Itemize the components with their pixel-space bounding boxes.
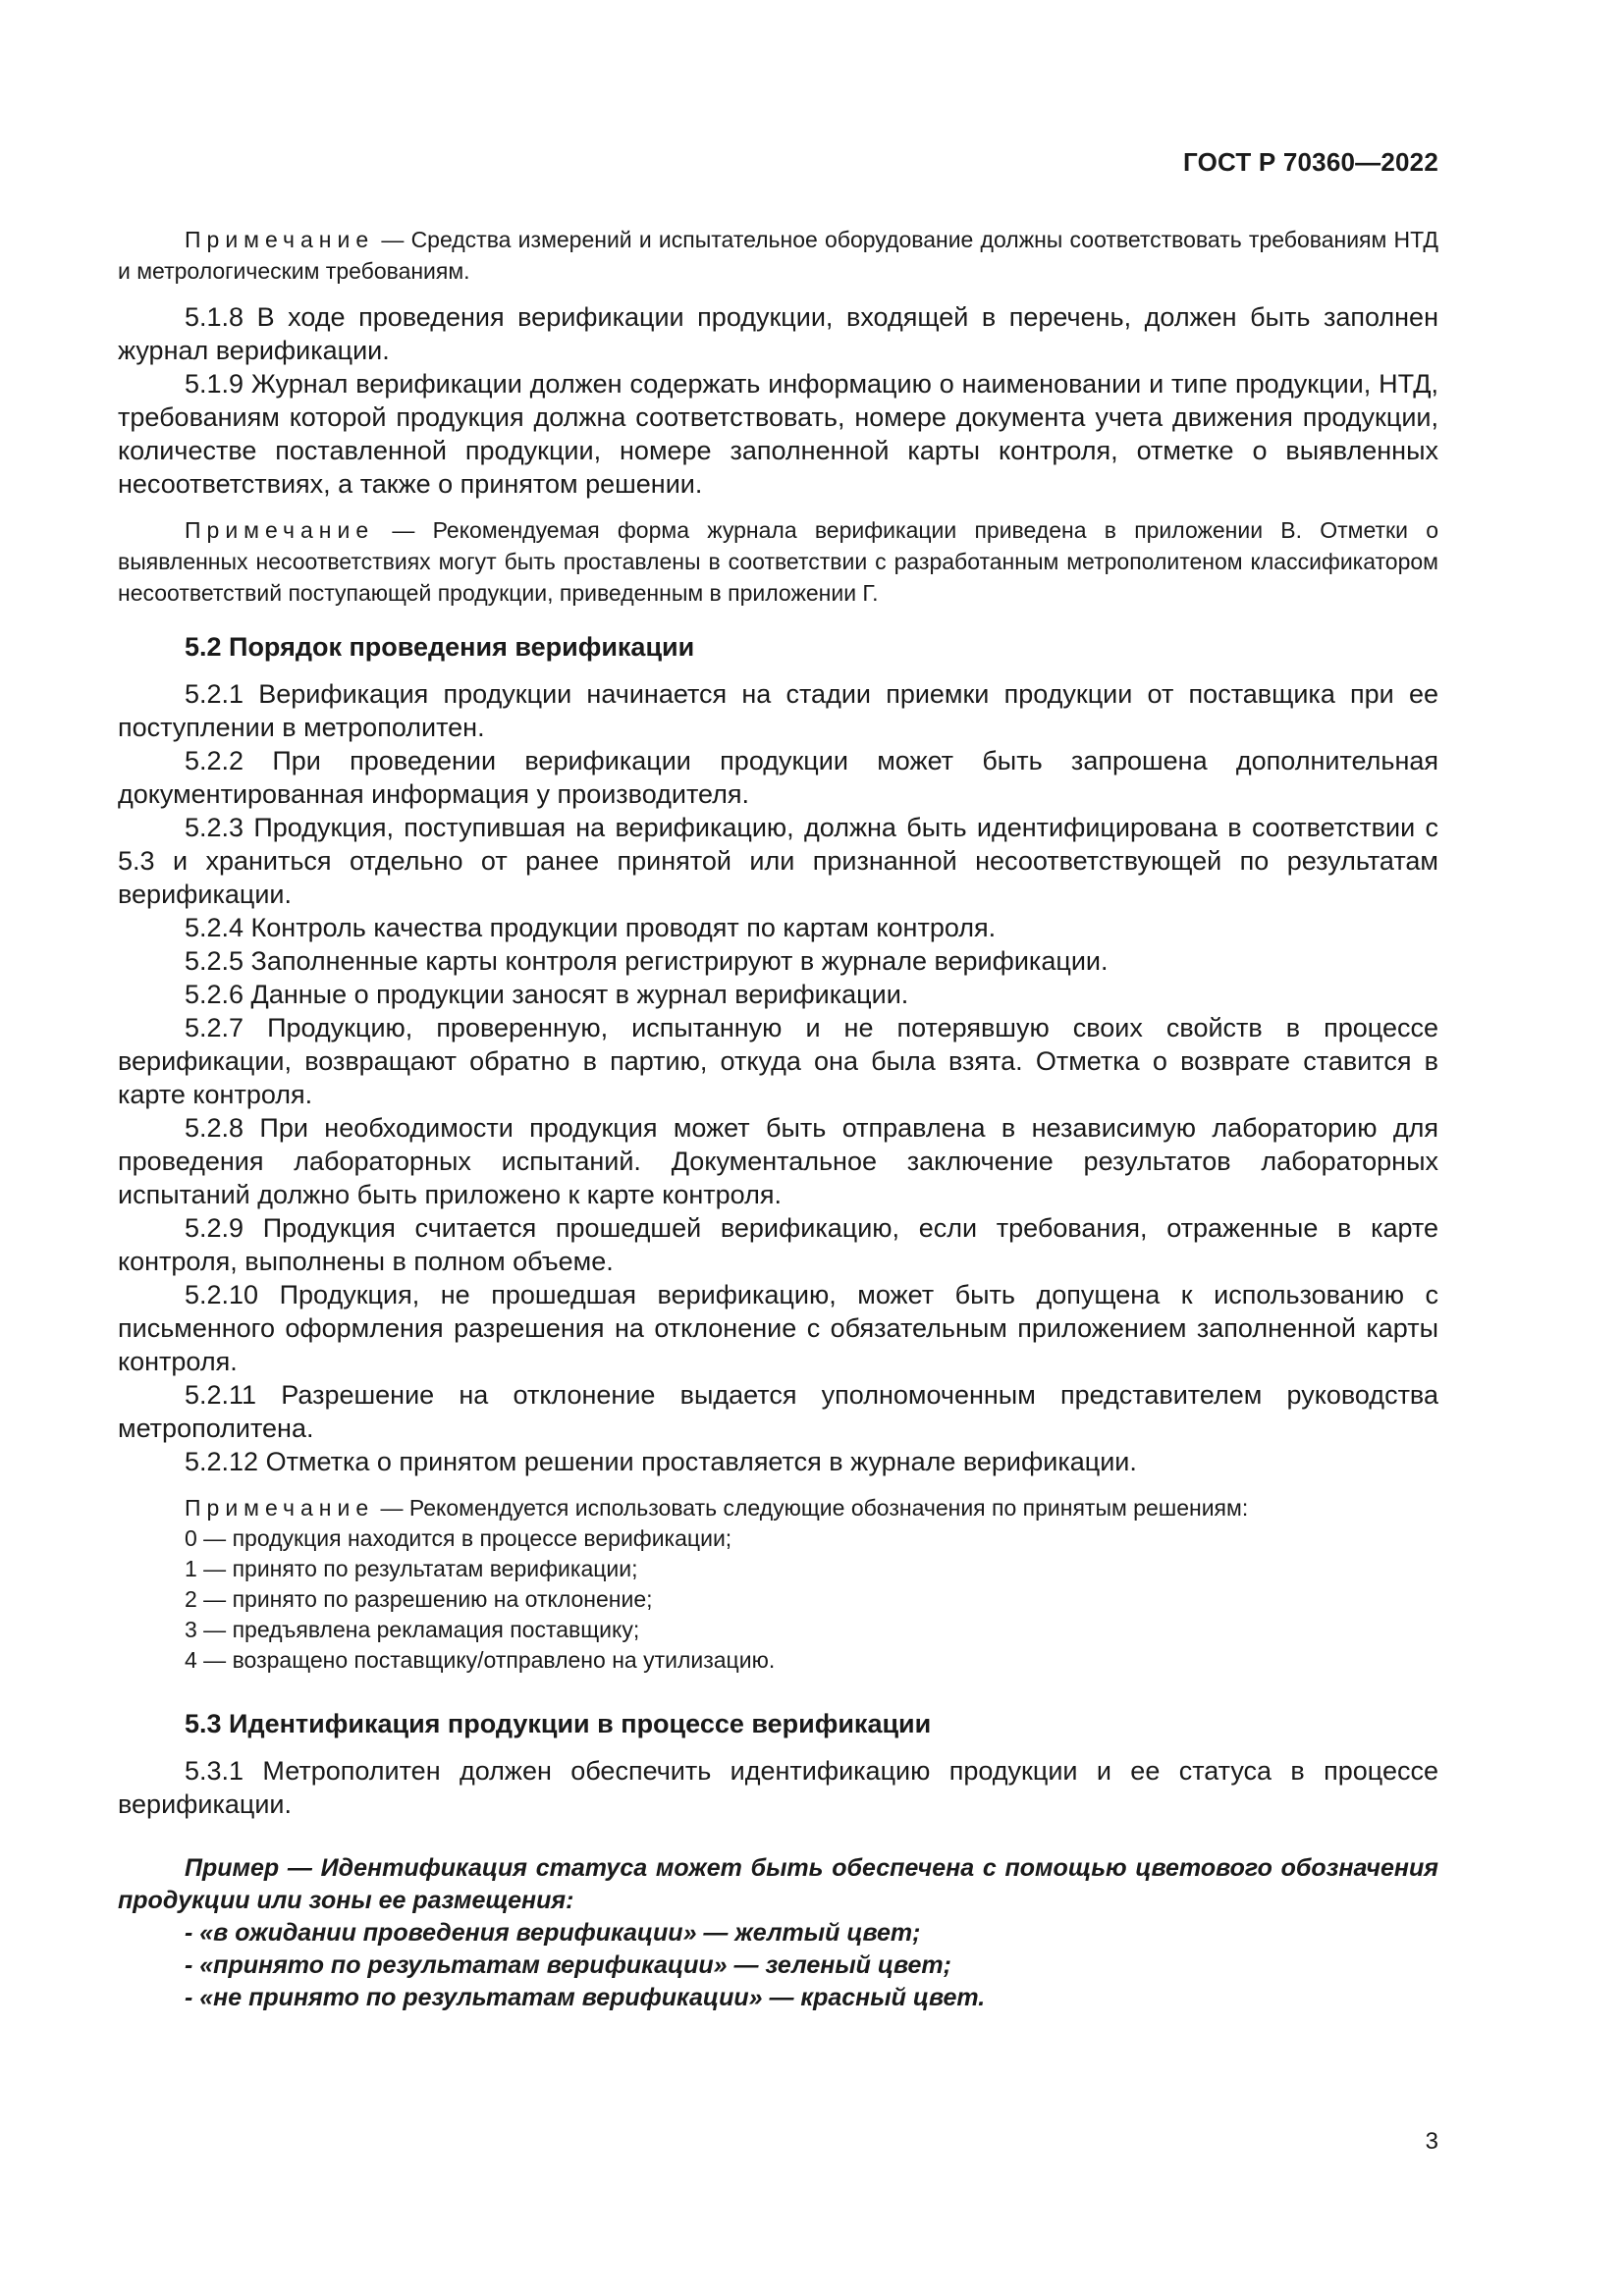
list-item: - «в ожидании проведения верификации» — желтый цвет;	[185, 1919, 921, 1947]
note-3	[118, 1492, 1438, 1523]
decision-codes-list	[118, 1523, 1438, 1676]
paragraph-5-2-12: 5.2.12 Отметка о принятом решении проставляется в журнале верификации.	[185, 1447, 1137, 1476]
note-label: Примечание	[185, 517, 375, 543]
list-item: 2 — принято по разрешению на отклонение;	[185, 1586, 653, 1612]
paragraph-5-2-3: 5.2.3 Продукция, поступившая на верификацию, должна быть идентифицирована в соответствии с 5.3 и храниться отдельно от ранее принятой или признанной несоответствующей по результатам верификации.	[118, 813, 1438, 909]
page-number: 3	[1425, 2128, 1438, 2155]
document-body	[118, 224, 1438, 2014]
section-heading-5-2: 5.2 Порядок проведения верификации	[185, 632, 695, 662]
paragraph-5-2-11: 5.2.11 Разрешение на отклонение выдается уполномоченным представителем руководства метрополитена.	[118, 1380, 1438, 1443]
list-item: - «принято по результатам верификации» — зеленый цвет;	[185, 1951, 951, 1979]
paragraph-5-2-4: 5.2.4 Контроль качества продукции проводят по картам контроля.	[185, 913, 997, 942]
note-text: — Средства измерений и испытательное оборудование должны соответствовать требованиям НТД и метрологическим требованиям.	[118, 227, 1438, 284]
note-1	[118, 224, 1438, 287]
example-intro: Пример — Идентификация статуса может быть обеспечена с помощью цветового обозначения продукции или зоны ее размещения:	[118, 1854, 1438, 1914]
note-2	[118, 514, 1438, 609]
paragraph-5-2-2: 5.2.2 При проведении верификации продукции может быть запрошена дополнительная документированная информация у производителя.	[118, 746, 1438, 809]
document-header: ГОСТ Р 70360—2022	[1183, 147, 1438, 177]
list-item: 3 — предъявлена рекламация поставщику;	[185, 1617, 640, 1642]
section-heading-5-3: 5.3 Идентификация продукции в процессе верификации	[185, 1709, 932, 1738]
example-list	[118, 1917, 1438, 2014]
paragraph-5-2-5: 5.2.5 Заполненные карты контроля регистрируют в журнале верификации.	[185, 946, 1109, 976]
list-item: - «не принято по результатам верификации» — красный цвет.	[185, 1984, 986, 2011]
paragraph-5-2-1: 5.2.1 Верификация продукции начинается на стадии приемки продукции от поставщика при ее поступлении в метрополитен.	[118, 679, 1438, 742]
note-label: Примечание	[185, 227, 375, 252]
paragraph-5-3-1: 5.3.1 Метрополитен должен обеспечить идентификацию продукции и ее статуса в процессе верификации.	[118, 1756, 1438, 1819]
paragraph-5-1-9: 5.1.9 Журнал верификации должен содержать информацию о наименовании и типе продукции, НТД, требованиям которой продукция должна соответствовать, номере документа учета движения продукции, количестве поставленной продукции, номере заполненной карты контроля, отметке о выявленных несоответствиях, а также о принятом решении.	[118, 369, 1438, 499]
paragraph-5-2-10: 5.2.10 Продукция, не прошедшая верификацию, может быть допущена к использованию с письменного оформления разрешения на отклонение с обязательным приложением заполненной карты контроля.	[118, 1280, 1438, 1376]
paragraph-5-2-8: 5.2.8 При необходимости продукция может быть отправлена в независимую лабораторию для проведения лабораторных испытаний. Документальное заключение результатов лабораторных испытаний должно быть приложено к карте контроля.	[118, 1113, 1438, 1209]
paragraph-5-2-7: 5.2.7 Продукцию, проверенную, испытанную и не потерявшую своих свойств в процессе верификации, возвращают обратно в партию, откуда она была взята. Отметка о возврате ставится в карте контроля.	[118, 1013, 1438, 1109]
note-label: Примечание	[185, 1495, 375, 1521]
paragraph-5-2-9: 5.2.9 Продукция считается прошедшей верификацию, если требования, отраженные в карте контроля, выполнены в полном объеме.	[118, 1213, 1438, 1276]
list-item: 4 — возращено поставщику/отправлено на утилизацию.	[185, 1647, 776, 1673]
note-text: — Рекомендуемая форма журнала верификации приведена в приложении В. Отметки о выявленных несоответствиях могут быть проставлены в соответствии с разработанным метрополитеном классификатором несоответствий поступающей продукции, приведенным в приложении Г.	[118, 517, 1438, 606]
paragraph-5-2-6: 5.2.6 Данные о продукции заносят в журнал верификации.	[185, 980, 909, 1009]
list-item: 1 — принято по результатам верификации;	[185, 1556, 638, 1581]
paragraph-5-1-8: 5.1.8 В ходе проведения верификации продукции, входящей в перечень, должен быть заполнен журнал верификации.	[118, 302, 1438, 365]
document-page	[118, 0, 1438, 2296]
list-item: 0 — продукция находится в процессе верификации;	[185, 1525, 732, 1551]
note-text: — Рекомендуется использовать следующие обозначения по принятым решениям:	[374, 1495, 1249, 1521]
